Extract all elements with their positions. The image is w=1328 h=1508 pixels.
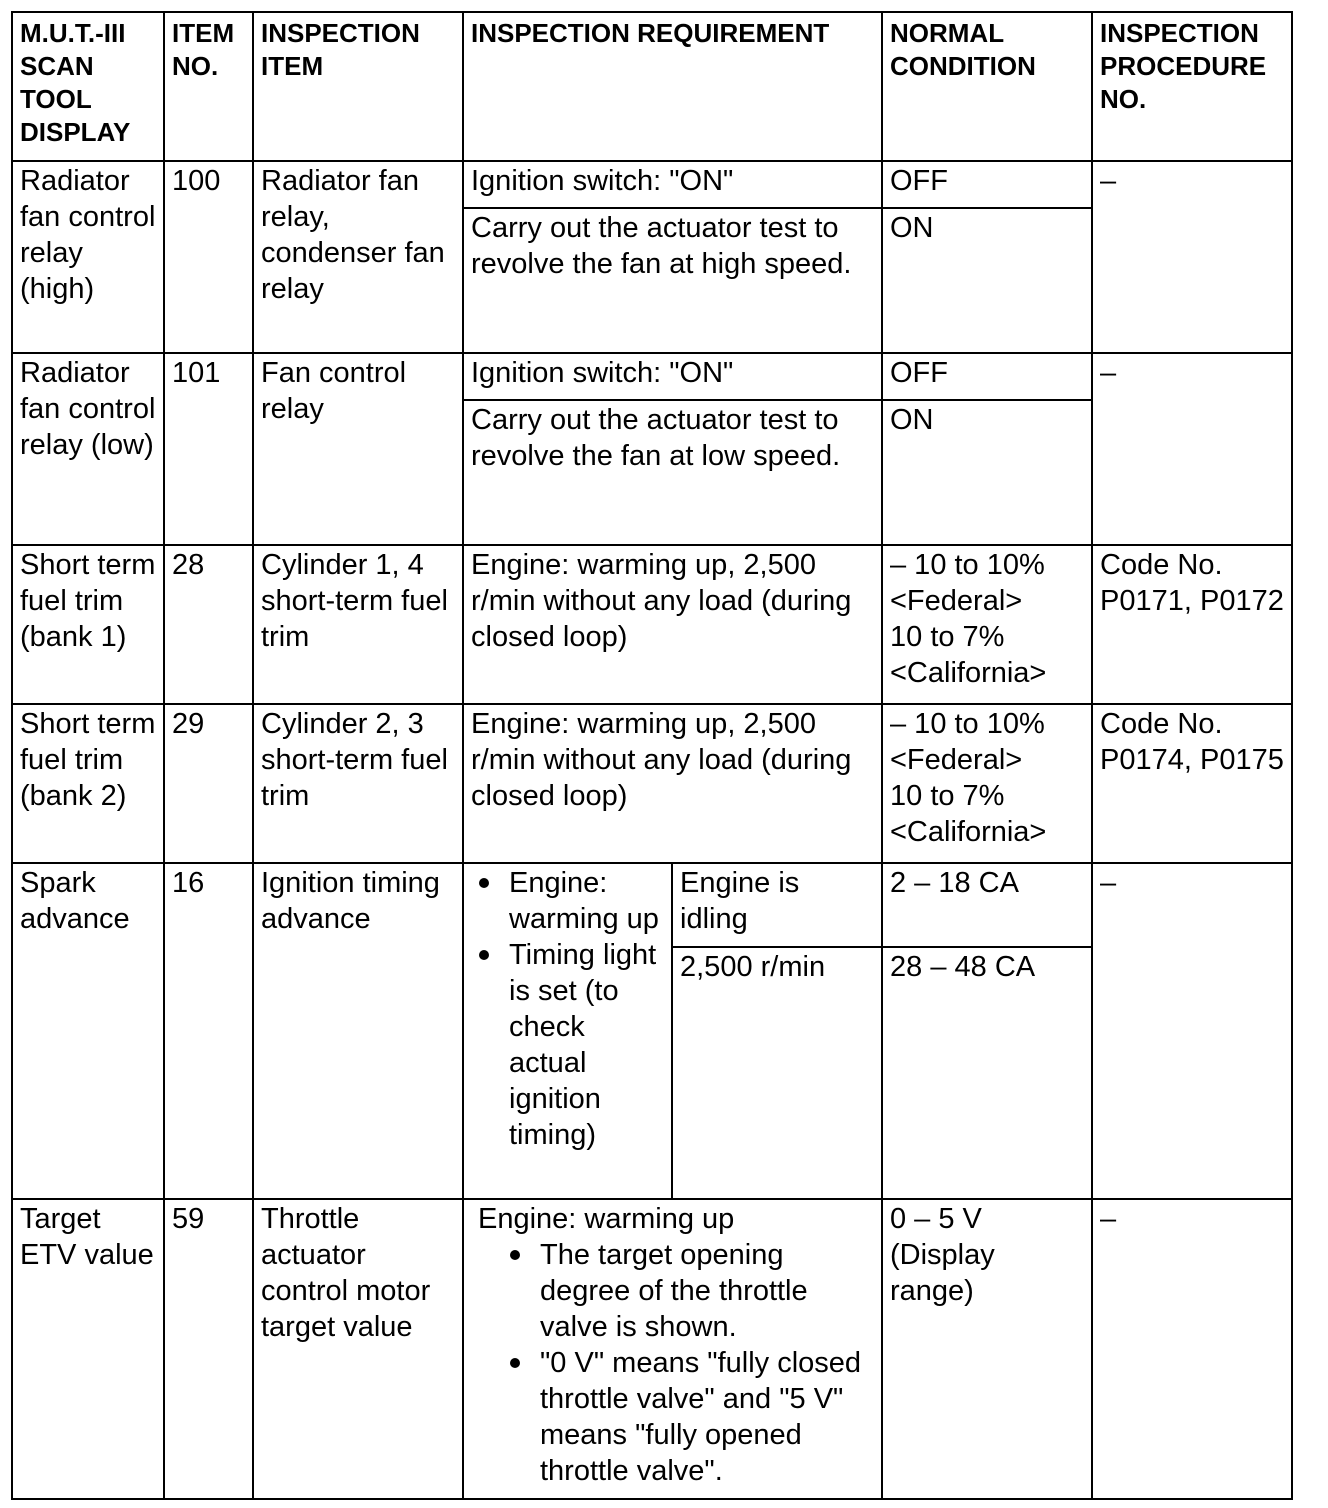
item-no-cell: 59 xyxy=(164,1199,253,1499)
procedure-cell: – xyxy=(1092,863,1292,1199)
table-row xyxy=(12,353,1292,400)
normal-condition-cell: ON xyxy=(882,208,1092,353)
list-item: Timing light is set (to check actual ignition timing) xyxy=(509,937,664,1153)
normal-condition-cell: ON xyxy=(882,400,1092,545)
requirement-cell: Engine: warming up, 2,500 r/min without any load (during closed loop) xyxy=(463,545,882,704)
display-cell: Radiator fan control relay (low) xyxy=(12,353,164,545)
display-cell: Target ETV value xyxy=(12,1199,164,1499)
normal-condition-cell: 28 – 48 CA xyxy=(882,947,1092,1199)
table-row xyxy=(12,1199,1292,1499)
requirement-cell: Carry out the actuator test to revolve the fan at low speed. xyxy=(463,400,882,545)
requirement-heading: Engine: warming up xyxy=(478,1203,735,1235)
list-item: "0 V" means "fully closed throttle valve" and "5 V" means "fully opened throttle valve". xyxy=(540,1345,874,1489)
requirement-cell: Ignition switch: "ON" xyxy=(463,353,882,400)
header-inspection-procedure: INSPECTION PROCEDURE NO. xyxy=(1092,12,1292,161)
item-no-cell: 28 xyxy=(164,545,253,704)
header-row xyxy=(12,12,1292,161)
normal-condition-cell: OFF xyxy=(882,353,1092,400)
item-no-cell: 29 xyxy=(164,704,253,863)
display-cell: Short term fuel trim (bank 2) xyxy=(12,704,164,863)
inspection-item-cell: Fan control relay xyxy=(253,353,463,545)
normal-condition-cell: 0 – 5 V (Display range) xyxy=(882,1199,1092,1499)
table-row xyxy=(12,863,1292,947)
inspection-item-cell: Cylinder 1, 4 short-term fuel trim xyxy=(253,545,463,704)
header-inspection-requirement: INSPECTION REQUIREMENT xyxy=(463,12,882,161)
table-row xyxy=(12,704,1292,863)
inspection-item-cell: Ignition timing advance xyxy=(253,863,463,1199)
inspection-table xyxy=(11,11,1293,1500)
requirement-bullet-list xyxy=(478,1237,874,1489)
header-scan-tool-display: M.U.T.-III SCAN TOOL DISPLAY xyxy=(12,12,164,161)
item-no-cell: 101 xyxy=(164,353,253,545)
inspection-item-cell: Throttle actuator control motor target value xyxy=(253,1199,463,1499)
normal-california: 10 to 7% <California> xyxy=(890,780,1047,848)
normal-condition-cell: 2 – 18 CA xyxy=(882,863,1092,947)
normal-federal: – 10 to 10% <Federal> xyxy=(890,549,1045,617)
procedure-cell: – xyxy=(1092,1199,1292,1499)
list-item: Engine: warming up xyxy=(509,865,664,937)
requirement-bullets-cell xyxy=(463,863,672,1199)
procedure-cell: Code No. P0174, P0175 xyxy=(1092,704,1292,863)
inspection-item-cell: Radiator fan relay, condenser fan relay xyxy=(253,161,463,353)
item-no-cell: 16 xyxy=(164,863,253,1199)
requirement-cell: Engine: warming up, 2,500 r/min without any load (during closed loop) xyxy=(463,704,882,863)
procedure-cell: Code No. P0171, P0172 xyxy=(1092,545,1292,704)
requirement-cell xyxy=(463,1199,882,1499)
sub-condition-cell: 2,500 r/min xyxy=(672,947,882,1199)
display-cell: Spark advance xyxy=(12,863,164,1199)
header-item-no: ITEM NO. xyxy=(164,12,253,161)
list-item: The target opening degree of the throttle valve is shown. xyxy=(540,1237,874,1345)
header-normal-condition: NORMAL CONDITION xyxy=(882,12,1092,161)
inspection-item-cell: Cylinder 2, 3 short-term fuel trim xyxy=(253,704,463,863)
normal-condition-cell: OFF xyxy=(882,161,1092,208)
display-cell: Radiator fan control relay (high) xyxy=(12,161,164,353)
normal-federal: – 10 to 10% <Federal> xyxy=(890,708,1045,776)
table-row xyxy=(12,545,1292,704)
header-inspection-item: INSPECTION ITEM xyxy=(253,12,463,161)
procedure-cell: – xyxy=(1092,353,1292,545)
normal-condition-cell xyxy=(882,704,1092,863)
normal-california: 10 to 7% <California> xyxy=(890,621,1047,689)
item-no-cell: 100 xyxy=(164,161,253,353)
normal-condition-cell xyxy=(882,545,1092,704)
requirement-cell: Ignition switch: "ON" xyxy=(463,161,882,208)
requirement-bullet-list xyxy=(471,865,664,1153)
requirement-cell: Carry out the actuator test to revolve the fan at high speed. xyxy=(463,208,882,353)
sub-condition-cell: Engine is idling xyxy=(672,863,882,947)
procedure-cell: – xyxy=(1092,161,1292,353)
display-cell: Short term fuel trim (bank 1) xyxy=(12,545,164,704)
table-row xyxy=(12,161,1292,208)
